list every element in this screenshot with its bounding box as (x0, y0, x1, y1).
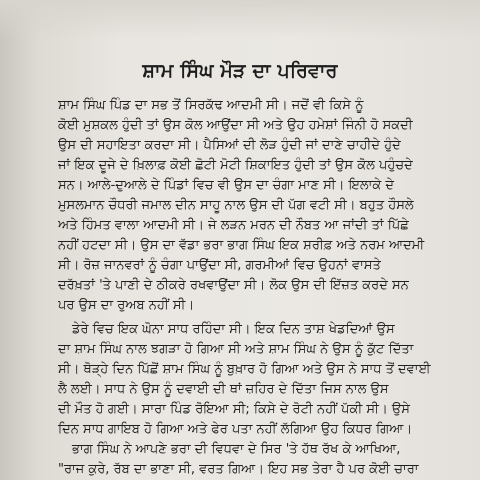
text-line: ਸ਼ਾਮ ਸਿੰਘ ਪਿੰਡ ਦਾ ਸਭ ਤੋਂ ਸਿਰਕੱਢ ਆਦਮੀ ਸੀ। ਜਦੋਂ ਵੀ ਕਿਸੇ ਨੂੰ (58, 98, 364, 113)
text-line: ਜਾਂ ਇਕ ਦੂਜੇ ਦੇ ਖ਼ਿਲਾਫ਼ ਕੋਈ ਛੋਟੀ ਮੋਟੀ ਸ਼ਿਕਾਇਤ ਹੁੰਦੀ ਤਾਂ ਉਸ ਕੋਲ ਪਹੁੰਚਦੇ (58, 158, 413, 173)
paragraph-start-line: ਭਾਗ ਸਿੰਘ ਨੇ ਆਪਣੇ ਭਰਾ ਦੀ ਵਿਧਵਾ ਦੇ ਸਿਰ 'ਤੇ ਹੱਥ ਰੱਖ ਕੇ ਆਖਿਆ, (72, 442, 401, 457)
text-line: "ਰਾਜ ਕੁਰੇ, ਰੱਬ ਦਾ ਭਾਣਾ ਸੀ, ਵਰਤ ਗਿਆ। ਇਹ ਸਭ ਤੇਰਾ ਹੈ ਪਰ ਕੋਈ ਚਾਰਾ (58, 462, 419, 477)
text-line: ਨਹੀਂ ਹਟਦਾ ਸੀ। ਉਸ ਦਾ ਵੱਡਾ ਭਰਾ ਭਾਗ ਸਿੰਘ ਇਕ ਸ਼ਰੀਫ਼ ਅਤੇ ਨਰਮ ਆਦਮੀ (58, 238, 425, 253)
text-line: ਦਾ ਸ਼ਾਮ ਸਿੰਘ ਨਾਲ ਝਗੜਾ ਹੋ ਗਿਆ ਸੀ ਅਤੇ ਸ਼ਾਮ ਸਿੰਘ ਨੇ ਉਸ ਨੂੰ ਕੁੱਟ ਦਿੱਤਾ (58, 342, 414, 357)
text-line: ਦਿਨ ਸਾਧ ਗਾਇਬ ਹੋ ਗਿਆ ਅਤੇ ਫੇਰ ਪਤਾ ਨਹੀਂ ਲੱਗਿਆ ਉਹ ਕਿਧਰ ਗਿਆ। (58, 422, 413, 437)
text-line: ਸੀ। ਰੋਜ਼ ਜਾਨਵਰਾਂ ਨੂੰ ਚੰਗਾ ਪਾਉਂਦਾ ਸੀ, ਗਰਮੀਆਂ ਵਿਚ ਉਹਨਾਂ ਵਾਸਤੇ (58, 258, 381, 273)
text-line: ਦੀ ਮੌਤ ਹੋ ਗਈ। ਸਾਰਾ ਪਿੰਡ ਰੋਇਆ ਸੀ; ਕਿਸੇ ਦੇ ਰੋਟੀ ਨਹੀਂ ਪੱਕੀ ਸੀ। ਉਸੇ (58, 402, 410, 417)
text-line: ਸਨ। ਆਲੇ-ਦੁਆਲੇ ਦੇ ਪਿੰਡਾਂ ਵਿਚ ਵੀ ਉਸ ਦਾ ਚੰਗਾ ਮਾਣ ਸੀ। ਇਲਾਕੇ ਦੇ (58, 178, 394, 193)
text-line: ਅਤੇ ਹਿੰਮਤ ਵਾਲਾ ਆਦਮੀ ਸੀ। ਜੇ ਲੜਨ ਮਰਨ ਦੀ ਨੌਬਤ ਆ ਜਾਂਦੀ ਤਾਂ ਪਿੱਛੇ (58, 218, 409, 233)
chapter-title: ਸ਼ਾਮ ਸਿੰਘ ਮੌੜ ਦਾ ਪਰਿਵਾਰ (142, 60, 338, 82)
text-line: ਸੀ। ਥੋੜ੍ਹੇ ਦਿਨ ਪਿੱਛੋਂ ਸ਼ਾਮ ਸਿੰਘ ਨੂੰ ਬੁਖ਼ਾਰ ਹੋ ਗਿਆ ਅਤੇ ਉਸ ਨੇ ਸਾਧ ਤੋਂ ਦਵਾਈ (58, 362, 431, 377)
text-line: ਦਰੱਖ਼ਤਾਂ 'ਤੇ ਪਾਣੀ ਦੇ ਠੀਕਰੇ ਰਖਵਾਉਂਦਾ ਸੀ। ਲੋਕ ਉਸ ਦੀ ਇੱਜ਼ਤ ਕਰਦੇ ਸਨ (58, 278, 409, 293)
text-line: ਕੋਈ ਮੁਸ਼ਕਲ ਹੁੰਦੀ ਤਾਂ ਉਸ ਕੋਲ ਆਉਂਦਾ ਸੀ ਅਤੇ ਉਹ ਹਮੇਸ਼ਾਂ ਜਿੰਨੀ ਹੋ ਸਕਦੀ (58, 118, 413, 133)
paragraph-start-line: ਡੇਰੇ ਵਿਚ ਇਕ ਘੋਨਾ ਸਾਧ ਰਹਿੰਦਾ ਸੀ। ਇਕ ਦਿਨ ਤਾਸ਼ ਖੇਡਦਿਆਂ ਉਸ (72, 322, 395, 337)
text-line: ਪਰ ਉਸ ਦਾ ਰੁਅਬ ਨਹੀਂ ਸੀ। (58, 298, 195, 313)
text-line: ਲੈ ਲਈ। ਸਾਧ ਨੇ ਉਸ ਨੂੰ ਦਵਾਈ ਦੀ ਥਾਂ ਜ਼ਹਿਰ ਦੇ ਦਿੱਤਾ ਜਿਸ ਨਾਲ ਉਸ (58, 382, 389, 397)
text-line: ਮੁਸਲਮਾਨ ਚੌਧਰੀ ਜਮਾਲ ਦੀਨ ਸਾਹੂ ਨਾਲ ਉਸ ਦੀ ਪੱਗ ਵਟੀ ਸੀ। ਬਹੁਤ ਹੌਸਲੇ (58, 198, 414, 213)
text-line: ਉਸ ਦੀ ਸਹਾਇਤਾ ਕਰਦਾ ਸੀ। ਪੈਸਿਆਂ ਦੀ ਲੋੜ ਹੁੰਦੀ ਜਾਂ ਦਾਣੇ ਚਾਹੀਦੇ ਹੁੰਦੇ (58, 138, 401, 153)
page-top-shadow (0, 0, 480, 40)
body-text (58, 96, 466, 480)
